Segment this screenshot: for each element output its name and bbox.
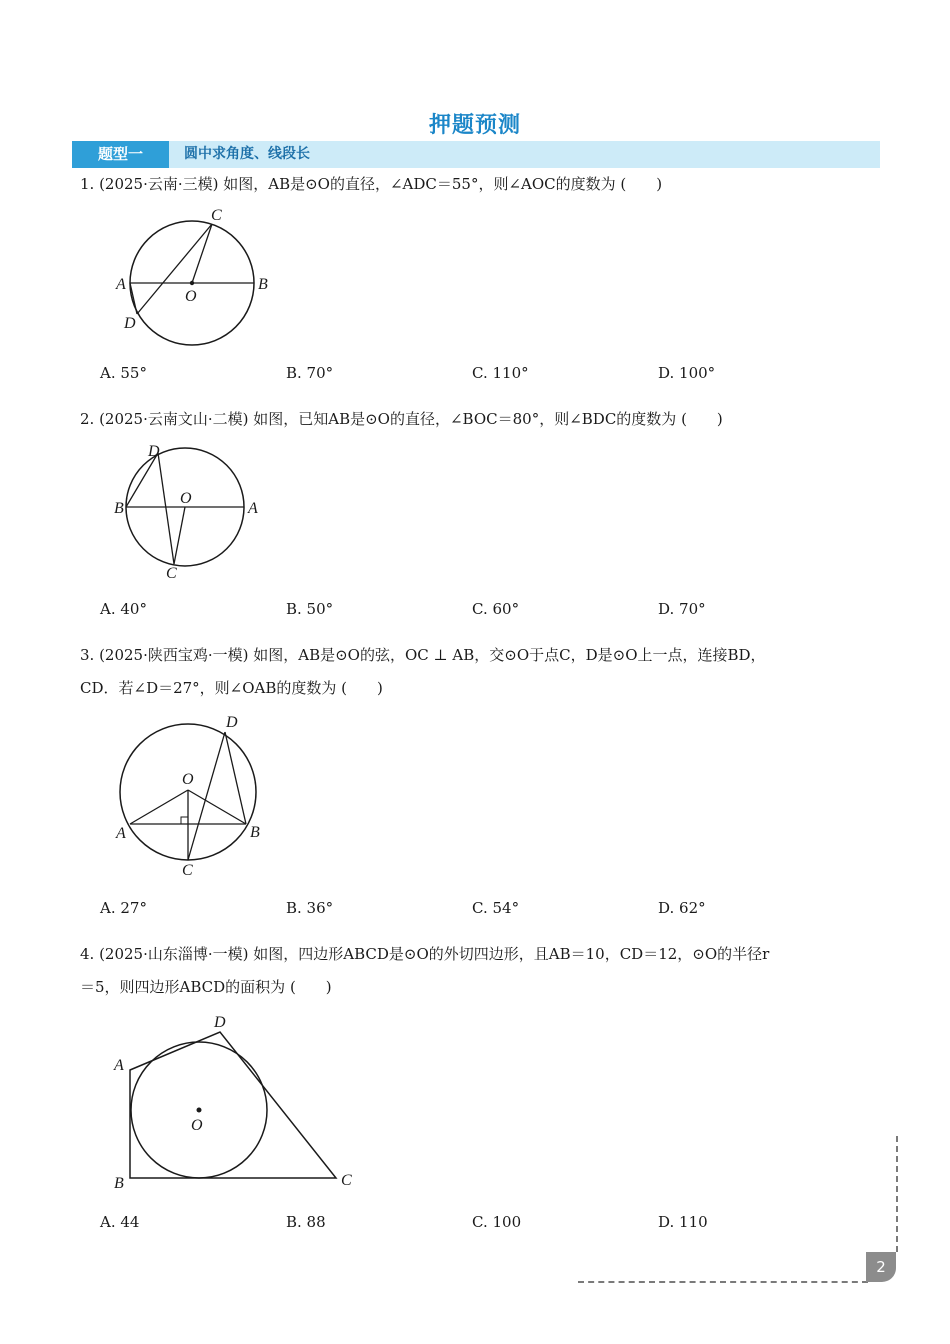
question-4-text-line2: ＝5，则四边形ABCD的面积为 ( )	[80, 978, 332, 996]
page-border-dashed-horizontal	[578, 1281, 868, 1283]
question-2-figure	[108, 440, 268, 585]
segment-ad	[130, 283, 137, 314]
option-c[interactable]: C. 60°	[472, 600, 520, 618]
label-a: A	[248, 500, 258, 517]
section-header	[72, 141, 880, 168]
label-c: C	[211, 207, 222, 224]
label-c: C	[341, 1172, 352, 1189]
question-3	[80, 639, 880, 705]
option-b[interactable]: B. 70°	[286, 364, 334, 382]
segment-oc	[192, 224, 212, 283]
label-o: O	[182, 771, 194, 788]
option-d[interactable]: D. 110	[658, 1213, 708, 1231]
question-3-text-line2: CD．若∠D＝27°，则∠OAB的度数为 ( )	[80, 679, 383, 697]
option-c[interactable]: C. 110°	[472, 364, 529, 382]
option-c[interactable]: C. 54°	[472, 899, 520, 917]
label-c: C	[182, 862, 193, 879]
question-3-figure	[108, 710, 278, 880]
chord-cd	[137, 224, 212, 314]
segment-oa	[130, 790, 188, 824]
question-1	[80, 168, 880, 201]
segment-oc	[174, 507, 185, 564]
right-angle-mark	[181, 817, 188, 824]
question-4-figure	[108, 1008, 368, 1198]
option-c[interactable]: C. 100	[472, 1213, 522, 1231]
option-a[interactable]: A. 27°	[100, 899, 147, 917]
label-o: O	[185, 288, 197, 305]
question-4	[80, 938, 880, 1004]
segment-ob	[188, 790, 246, 824]
segment-dc	[158, 453, 174, 564]
question-2-text: 2. (2025·云南文山·二模) 如图，已知AB是⊙O的直径，∠BOC＝80°，则∠BDC的度数为 ( )	[80, 410, 723, 428]
page-border-dashed-vertical	[896, 1136, 898, 1252]
label-o: O	[191, 1117, 203, 1134]
option-b[interactable]: B. 88	[286, 1213, 326, 1231]
section-name: 圆中求角度、线段长	[184, 146, 310, 162]
option-a[interactable]: A. 55°	[100, 364, 147, 382]
page-title: 押题预测	[428, 113, 521, 138]
page-number: 2	[866, 1252, 896, 1282]
segment-bd	[126, 453, 158, 507]
label-a: A	[114, 1057, 124, 1074]
section-tag: 题型一	[72, 141, 169, 168]
label-a: A	[116, 825, 126, 842]
label-b: B	[258, 276, 268, 293]
segment-db	[225, 732, 246, 824]
center-dot	[190, 281, 194, 285]
option-d[interactable]: D. 70°	[658, 600, 706, 618]
label-b: B	[114, 500, 124, 517]
label-b: B	[114, 1175, 124, 1192]
label-o: O	[180, 490, 192, 507]
label-c: C	[166, 565, 177, 582]
question-3-text-line1: 3. (2025·陕西宝鸡·一模) 如图，AB是⊙O的弦，OC ⊥ AB，交⊙O于点C，D是⊙O上一点，连接BD，	[80, 646, 766, 664]
question-1-text: 1. (2025·云南·三模) 如图，AB是⊙O的直径，∠ADC＝55°，则∠AOC的度数为 ( )	[80, 175, 663, 193]
option-b[interactable]: B. 36°	[286, 899, 334, 917]
option-a[interactable]: A. 44	[100, 1213, 140, 1231]
label-d: D	[214, 1014, 226, 1031]
label-d: D	[226, 714, 238, 731]
label-d: D	[124, 315, 136, 332]
question-4-text-line1: 4. (2025·山东淄博·一模) 如图，四边形ABCD是⊙O的外切四边形，且AB＝10，CD＝12，⊙O的半径r	[80, 945, 770, 963]
question-2	[80, 403, 880, 436]
label-a: A	[116, 276, 126, 293]
option-d[interactable]: D. 62°	[658, 899, 706, 917]
question-1-figure	[108, 200, 278, 350]
option-b[interactable]: B. 50°	[286, 600, 334, 618]
option-a[interactable]: A. 40°	[100, 600, 147, 618]
option-d[interactable]: D. 100°	[658, 364, 716, 382]
label-b: B	[250, 824, 260, 841]
center-dot	[197, 1108, 202, 1113]
segment-dc	[188, 732, 225, 860]
label-d: D	[148, 443, 160, 460]
